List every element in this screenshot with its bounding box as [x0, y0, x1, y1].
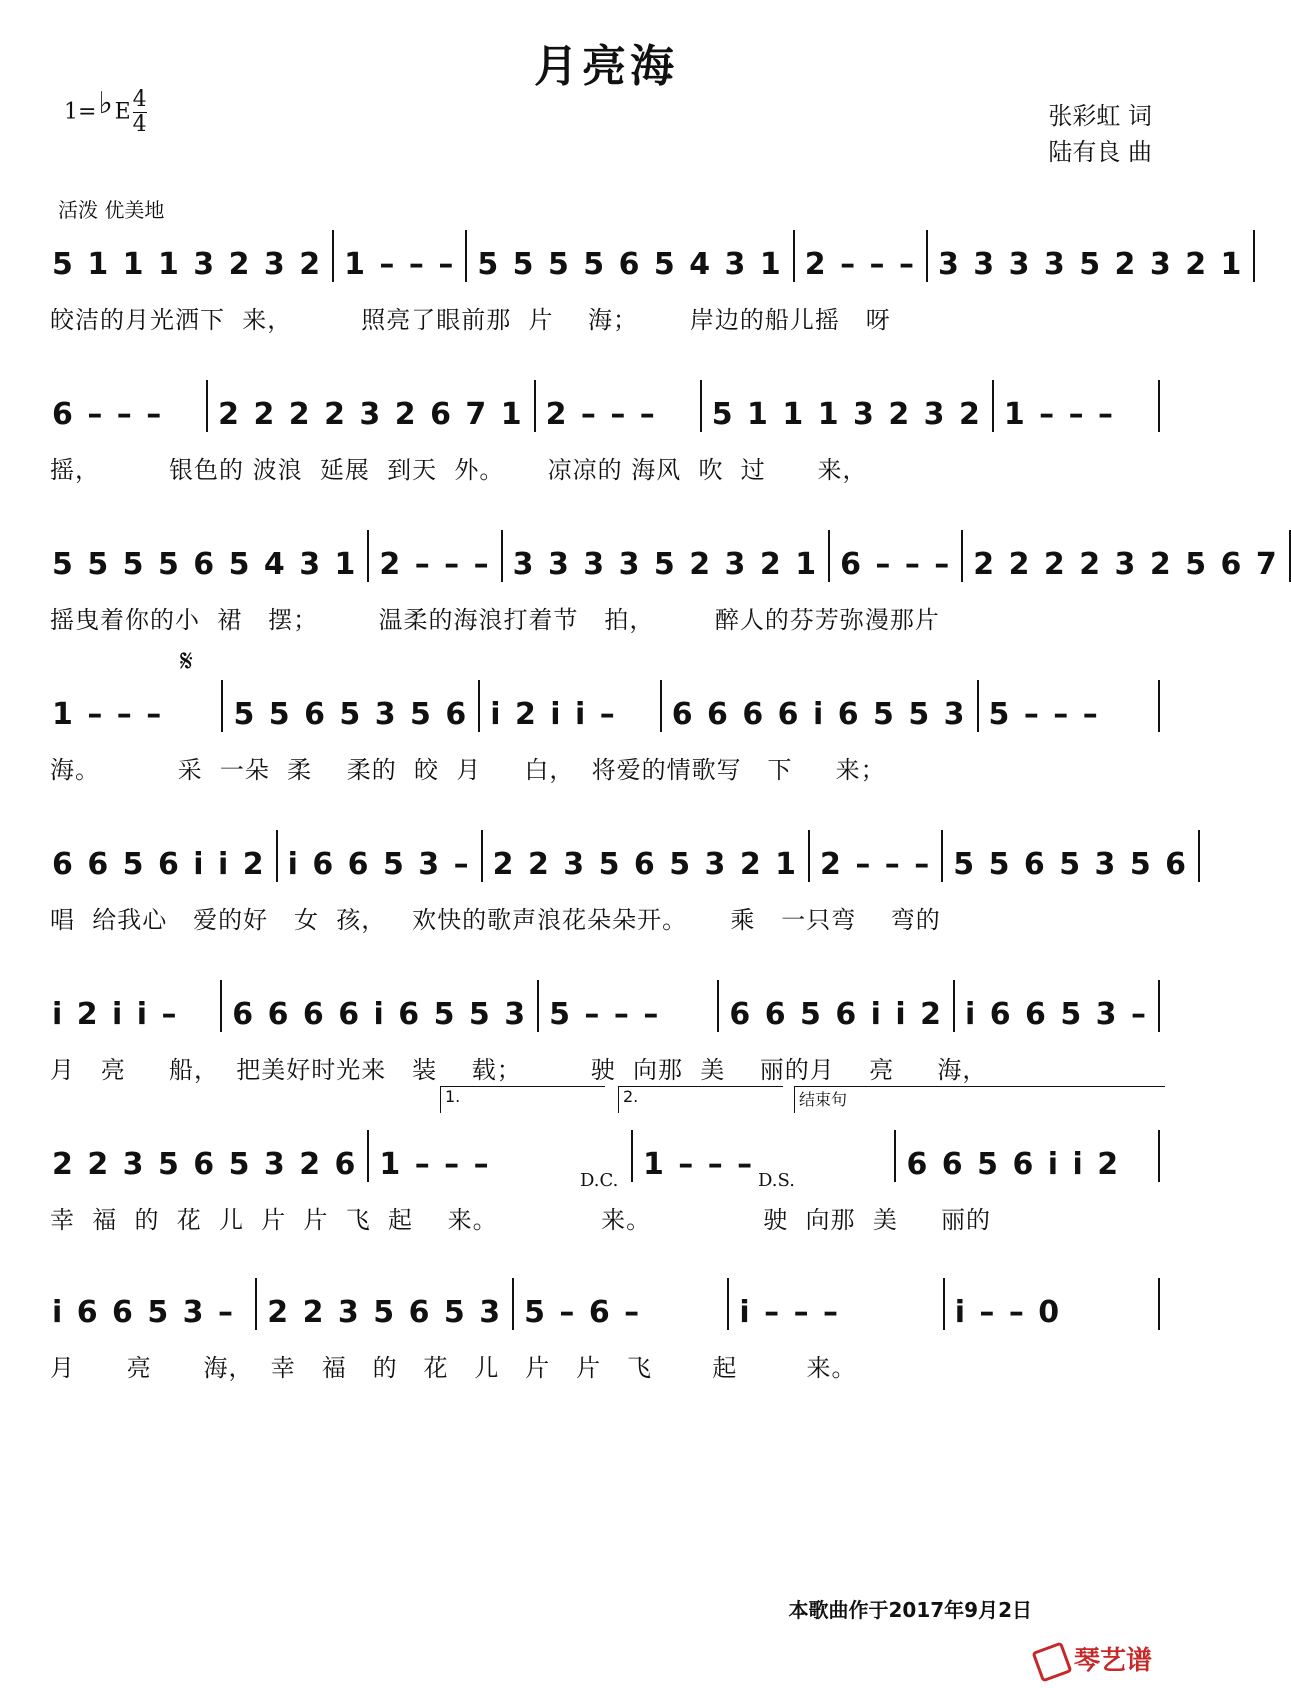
measure: 2 2 2 2 3 2 6 7 1 [206, 380, 533, 432]
measure: 2 2 3 5 6 5 3 2 6 [52, 1147, 358, 1182]
lyrics-line: 唱 给我心 爱的好 女 孩， 欢快的歌声浪花朵朵开。 乘 一只弯 弯的 [50, 906, 941, 934]
logo-icon [1031, 1641, 1072, 1682]
measure: 6 – – – [828, 530, 961, 582]
dc-mark: D.C. [580, 1170, 619, 1191]
logo-text: 琴艺谱 [1073, 1646, 1152, 1676]
time-signature [133, 88, 147, 137]
time-bottom: 4 [132, 112, 147, 137]
measure: 5 – – – [537, 980, 717, 1032]
measure: i 6 6 5 3 – [52, 1295, 236, 1330]
score-row [50, 1270, 1160, 1410]
volta-2: 2. [618, 1086, 783, 1113]
notes-line [50, 372, 1160, 432]
score-row [50, 522, 1279, 662]
lyrics-line: 皎洁的月光洒下 来， 照亮了眼前那 片 海； 岸边的船儿摇 呀 [50, 306, 891, 334]
measure: 6 6 6 6 i 6 5 5 3 [220, 980, 537, 1032]
score-row [50, 1087, 1160, 1262]
lyrics-line: 摇曳着你的小 裙 摆； 温柔的海浪打着节 拍， 醉人的芬芳弥漫那片 [50, 606, 940, 634]
notes-line [50, 522, 1279, 582]
measure: 2 2 2 2 3 2 5 6 7 [961, 530, 1290, 582]
measure: 2 2 3 5 6 5 3 2 1 [481, 830, 808, 882]
measure: 2 – – – [808, 830, 941, 882]
measure: 2 2 3 5 6 5 3 [255, 1278, 512, 1330]
notes-line [50, 1270, 1160, 1330]
time-top: 4 [132, 87, 147, 112]
site-logo [1036, 1640, 1152, 1678]
flat-icon: ♭ [98, 85, 113, 121]
measure: 1 – – – [992, 380, 1160, 432]
score-row [50, 644, 1160, 812]
lyrics-line: 海。 采 一朵 柔 柔的 皎 月 白， 将爱的情歌写 下 来； [50, 756, 886, 784]
measure: i 6 6 5 3 – [953, 980, 1160, 1032]
lyrics-line: 月 亮 船， 把美好时光来 装 载； 驶 向那 美 丽的月 亮 海， [50, 1056, 988, 1084]
measure: i – – 0 [943, 1278, 1160, 1330]
song-title: 月亮海 [534, 41, 678, 92]
score-row [50, 372, 1160, 512]
measure: 6 6 6 6 i 6 5 5 3 [660, 680, 977, 732]
measure: 6 – – – [52, 397, 164, 432]
notes-line [50, 972, 1160, 1032]
measure: 6 6 5 6 i i 2 [52, 847, 266, 882]
measure: 5 1 1 1 3 2 3 2 [52, 247, 323, 282]
measure: 2 – – – [534, 380, 700, 432]
composition-date: 本歌曲作于2017年9月2日 [788, 1598, 1032, 1622]
measure: 5 – 6 – [512, 1278, 727, 1330]
segno-mark: 𝄋 [180, 644, 193, 679]
measure: 2 – – – [367, 530, 500, 582]
measure: i 2 i i – [52, 997, 179, 1032]
notes-line [50, 822, 1189, 882]
measure: i – – – [727, 1278, 942, 1330]
measure: 5 5 6 5 3 5 6 [221, 680, 478, 732]
notes-line [50, 672, 1160, 732]
measure: i 6 6 5 3 – [276, 830, 481, 882]
measure: 5 5 6 5 3 5 6 [941, 830, 1200, 882]
key-prefix: 1= [64, 99, 97, 125]
measure: 5 1 1 1 3 2 3 2 [700, 380, 992, 432]
lyricist: 张彩虹 词 [1048, 102, 1152, 130]
measure: 1 – – – [367, 1130, 631, 1182]
measure: i 2 i i – [478, 680, 659, 732]
measure: 3 3 3 3 5 2 3 2 1 [926, 230, 1255, 282]
credits [1048, 98, 1152, 170]
tempo-marking: 活泼 优美地 [58, 198, 165, 222]
lyrics-line: 摇， 银色的 波浪 延展 到天 外。 凉凉的 海风 吹 过 来， [50, 456, 868, 484]
ending-phrase: 结束句 [794, 1086, 1165, 1113]
measure: 5 – – – [977, 680, 1160, 732]
score-row [50, 222, 1244, 362]
ds-mark: D.S. [758, 1170, 795, 1191]
lyrics-line: 月 亮 海， 幸 福 的 花 儿 片 片 飞 起 来。 [50, 1354, 857, 1382]
measure: 1 – – – [631, 1130, 895, 1182]
volta-1: 1. [440, 1086, 605, 1113]
measure: 5 5 5 5 6 5 4 3 1 [465, 230, 792, 282]
measure: 3 3 3 3 5 2 3 2 1 [501, 530, 828, 582]
score-row [50, 822, 1189, 962]
lyrics-line: 幸 福 的 花 儿 片 片 飞 起 来。 来。 驶 向那 美 丽的 [50, 1206, 991, 1234]
measure: 1 – – – [332, 230, 465, 282]
key-note: E [114, 99, 131, 125]
composer: 陆有良 曲 [1048, 138, 1152, 166]
measure: 5 5 5 5 6 5 4 3 1 [52, 547, 358, 582]
measure: 2 – – – [793, 230, 926, 282]
notes-line [50, 222, 1244, 282]
measure: 1 – – – [52, 697, 164, 732]
measure: 6 6 5 6 i i 2 [717, 980, 953, 1032]
measure: 6 6 5 6 i i 2 [894, 1130, 1160, 1182]
key-signature [64, 85, 147, 137]
